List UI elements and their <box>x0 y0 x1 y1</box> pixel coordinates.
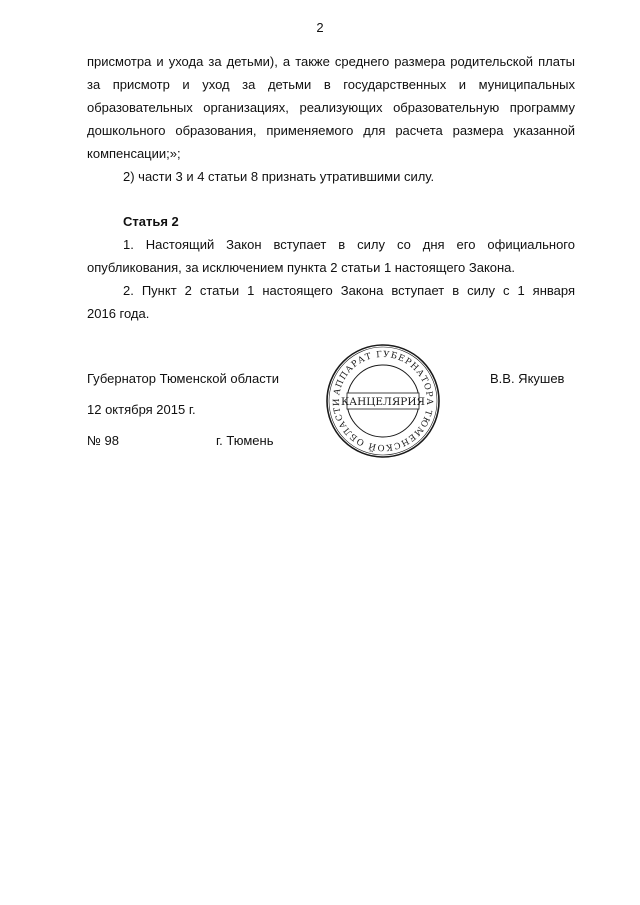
page-number: 2 <box>316 20 324 35</box>
seal-center-text: КАНЦЕЛЯРИЯ <box>341 396 425 408</box>
signatory-position: Губернатор Тюменской области <box>87 371 279 386</box>
article-heading: Статья 2 <box>123 214 179 229</box>
paragraph-line: 2. Пункт 2 статьи 1 настоящего Закона вступает в силу с 1 января <box>123 283 575 298</box>
paragraph-line: опубликования, за исключением пункта 2 статьи 1 настоящего Закона. <box>87 260 516 275</box>
paragraph-line: дошкольного образования, применяемого для расчета размера указанной <box>87 123 575 138</box>
paragraph-line: присмотра и ухода за детьми), а также среднего размера родительской платы <box>87 54 575 69</box>
paragraph-item-2: 2) части 3 и 4 статьи 8 признать утратившими силу. <box>123 169 435 184</box>
document-date: 12 октября 2015 г. <box>87 402 196 417</box>
document-city: г. Тюмень <box>216 433 274 448</box>
paragraph-line: за присмотр и уход за детьми в государственных и муниципальных <box>87 77 575 92</box>
document-number: № 98 <box>87 433 120 448</box>
document-body <box>87 50 575 325</box>
signatory-name: В.В. Якушев <box>490 371 565 386</box>
official-seal-icon <box>325 343 441 459</box>
spacer <box>87 188 575 210</box>
paragraph-line: образовательных организациях, реализующих образовательную программу <box>87 100 575 115</box>
paragraph-line: 2016 года. <box>87 306 150 321</box>
paragraph-line: компенсации;»; <box>87 146 181 161</box>
seal-ring-text: АППАРАТ ГУБЕРНАТОРА ТЮМЕНСКОЙ ОБЛАСТИ <box>331 349 435 453</box>
paragraph-line: 1. Настоящий Закон вступает в силу со дня его официального <box>123 237 575 252</box>
